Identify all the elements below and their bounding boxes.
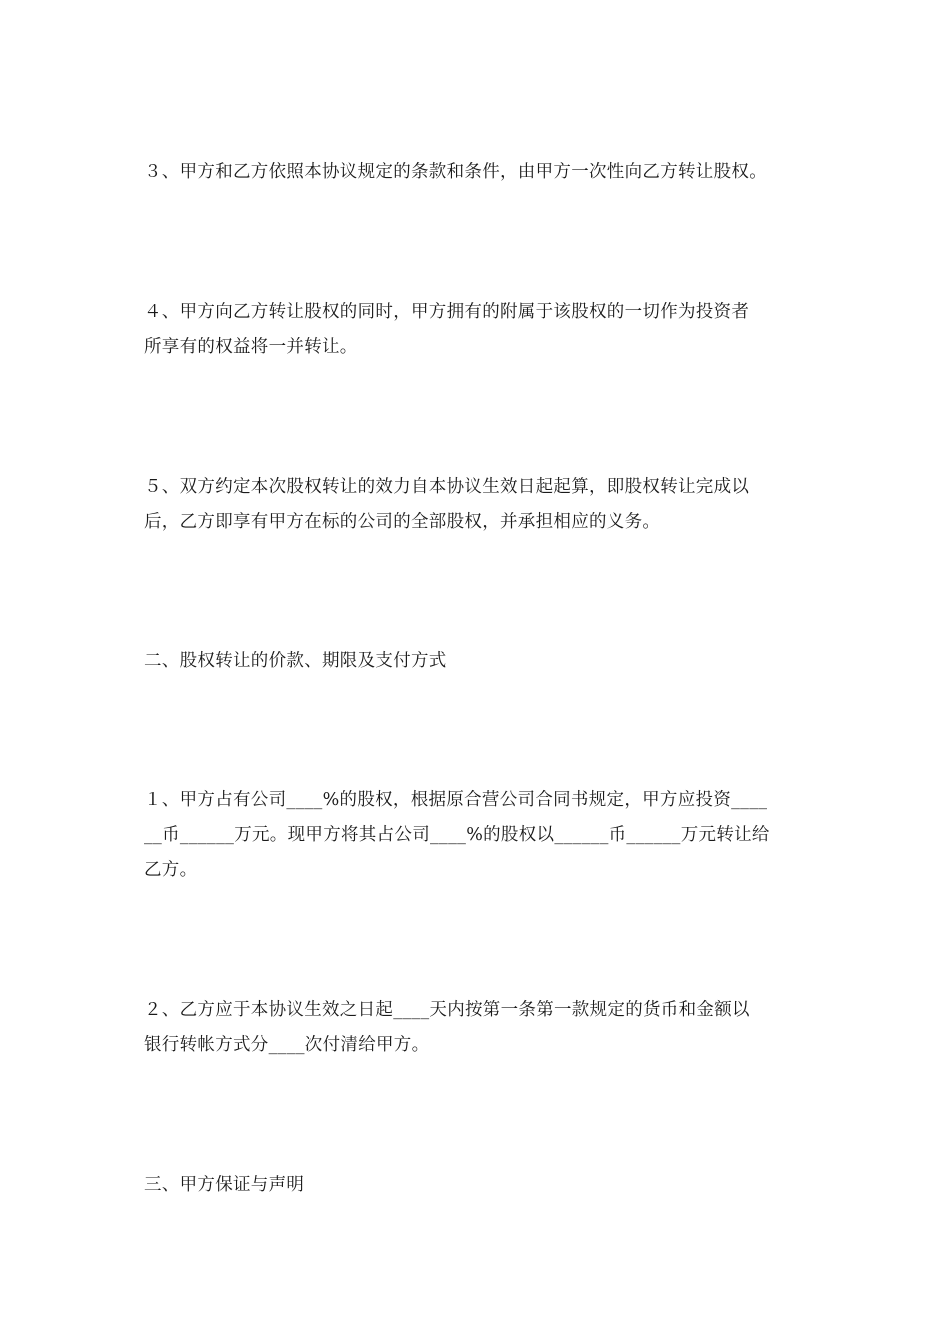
section-2-item-1 (144, 783, 816, 888)
section-2-title: 二、股权转让的价款、期限及支付方式 (144, 651, 447, 671)
clause-4-line-2: 所享有的权益将一并转让。 (144, 337, 358, 357)
clause-3 (144, 155, 816, 190)
clause-4-line-1: ４、甲方向乙方转让股权的同时，甲方拥有的附属于该股权的一切作为投资者 (144, 302, 750, 322)
clause-5-line-1: ５、双方约定本次股权转让的效力自本协议生效日起起算，即股权转让完成以 (144, 477, 750, 497)
section-2-item-2-line-2: 银行转帐方式分____次付清给甲方。 (144, 1035, 430, 1055)
clause-5-line-2: 后，乙方即享有甲方在标的公司的全部股权，并承担相应的义务。 (144, 512, 661, 532)
section-3-title: 三、甲方保证与声明 (144, 1175, 305, 1195)
section-2-item-1-line-1: １、甲方占有公司____%的股权，根据原合营公司合同书规定，甲方应投资____ (144, 790, 768, 810)
clause-5 (144, 470, 816, 540)
clause-3-line-1: ３、甲方和乙方依照本协议规定的条款和条件，由甲方一次性向乙方转让股权。 (144, 162, 767, 182)
clause-4 (144, 295, 816, 365)
section-2-item-1-line-2: __币______万元。现甲方将其占公司____%的股权以______币______万元转让给 (144, 825, 770, 845)
section-2-item-2-line-1: ２、乙方应于本协议生效之日起____天内按第一条第一款规定的货币和金额以 (144, 1000, 750, 1020)
section-2-item-1-line-3: 乙方。 (144, 860, 198, 880)
section-2-item-2 (144, 993, 816, 1063)
